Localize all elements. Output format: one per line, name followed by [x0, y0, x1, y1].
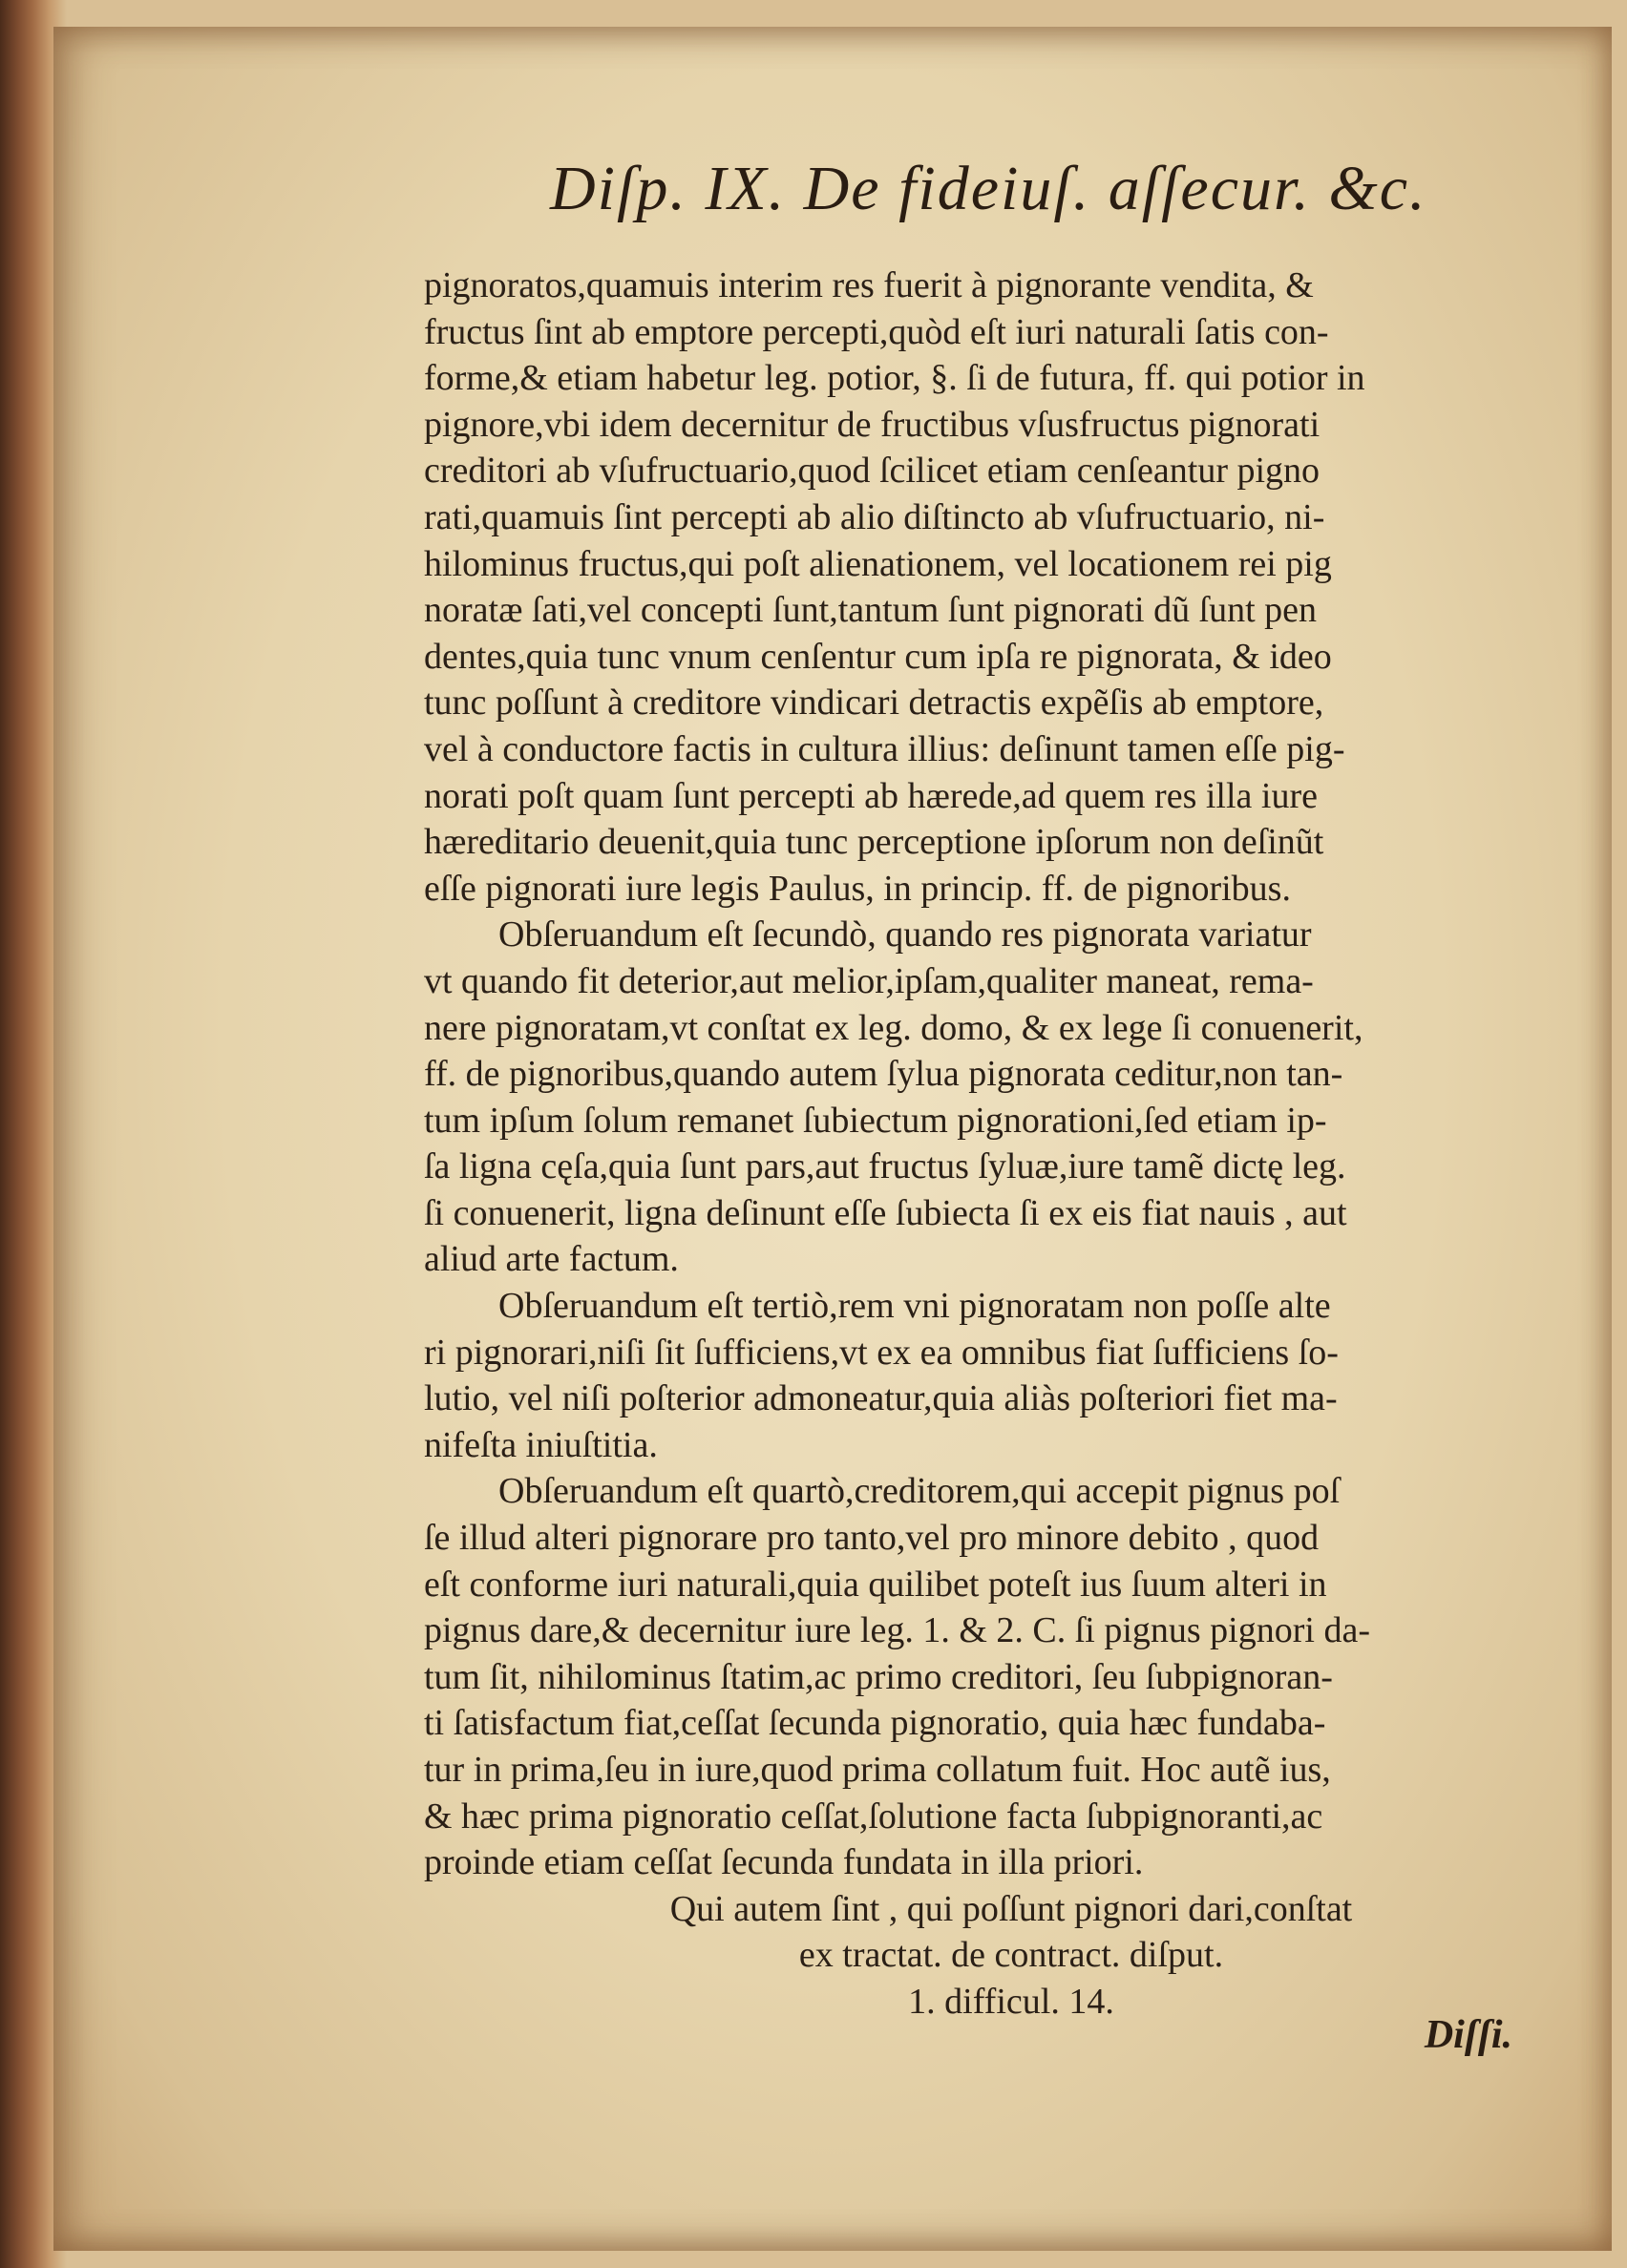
text-line: nifeſta iniuſtitia.: [424, 1424, 658, 1465]
body-text: [424, 262, 1598, 2026]
text-line: forme,& etiam habetur leg. potior, §. ſi de futura, ff. qui potior in: [424, 358, 1365, 399]
text-line: pignore,vbi idem decernitur de fructibus vſusfructus pignorati: [424, 404, 1321, 445]
text-line: fructus ſint ab emptore percepti,quòd eſt iuri naturali ſatis con-: [424, 311, 1329, 352]
text-line: 1. difficul. 14.: [908, 1981, 1114, 2022]
paragraph: [424, 912, 1598, 1283]
text-line: Qui autem ſint , qui poſſunt pignori dari,conſtat: [669, 1888, 1353, 1929]
text-line: & hæc prima pignoratio ceſſat,ſolutione facta ſubpignoranti,ac: [424, 1796, 1323, 1837]
text-line: vt quando fit deterior,aut melior,ipſam,qualiter maneat, rema-: [424, 960, 1314, 1001]
text-line: creditori ab vſufructuario,quod ſcilicet etiam cenſeantur pigno: [424, 451, 1321, 492]
text-line: hilominus fructus,qui poſt alienationem, vel locationem rei pig: [424, 543, 1332, 584]
text-line: ſe illud alteri pignorare pro tanto,vel pro minore debito , quod: [424, 1518, 1320, 1559]
text-line: ex tractat. de contract. diſput.: [798, 1935, 1224, 1976]
paragraph: [424, 1283, 1598, 1468]
text-line: pignus dare,& decernitur iure leg. 1. & 2. C. ſi pignus pignori da-: [424, 1610, 1370, 1651]
text-line: pignoratos,quamuis interim res fuerit à pignorante vendita, &: [424, 265, 1314, 305]
text-line: tum ſit, nihilominus ſtatim,ac primo creditori, ſeu ſubpignoran-: [424, 1656, 1333, 1697]
catchword: Diſſi.: [1424, 2013, 1512, 2057]
text-line: ſa ligna cęſa,quia ſunt pars,aut fructus ſyluæ,iure tamẽ dictę leg.: [424, 1146, 1346, 1187]
text-line: ſi conuenerit, ligna deſinunt eſſe ſubiecta ſi ex eis fiat nauis , aut: [424, 1192, 1347, 1233]
text-line: tum ipſum ſolum remanet ſubiectum pignorationi,ſed etiam ip-: [424, 1100, 1327, 1141]
text-line: norati poſt quam ſunt percepti ab hærede,ad quem res illa iure: [424, 775, 1318, 816]
text-line: tur in prima,ſeu in iure,quod prima collatum fuit. Hoc autẽ ius,: [424, 1750, 1331, 1790]
text-line: vel à conductore factis in cultura illius: deſinunt tamen eſſe pig-: [424, 728, 1345, 769]
text-line: ti ſatisfactum fiat,ceſſat ſecunda pignoratio, quia hæc fundaba-: [424, 1703, 1326, 1744]
text-line: Obſeruandum eſt tertiò,rem vni pignoratam non poſſe alte: [498, 1286, 1331, 1327]
text-line: noratæ ſati,vel concepti ſunt,tantum ſunt pignorati dũ ſunt pen: [424, 590, 1318, 631]
text-line: ff. de pignoribus,quando autem ſylua pignorata ceditur,non tan-: [424, 1054, 1343, 1095]
text-line: hæreditario deuenit,quia tunc perceptione ipſorum non deſinũt: [424, 822, 1324, 863]
text-line: tunc poſſunt à creditore vindicari detractis expẽſis ab emptore,: [424, 682, 1324, 724]
paragraph: [424, 262, 1598, 912]
page: [53, 27, 1612, 2251]
text-line: Obſeruandum eſt ſecundò, quando res pignorata variatur: [498, 914, 1312, 956]
running-header: Diſp. IX. De fideiuſ. aſſecur. &c.: [550, 154, 1427, 223]
text-line: eſſe pignorati iure legis Paulus, in princip. ff. de pignoribus.: [424, 868, 1291, 909]
text-line: Obſeruandum eſt quartò,creditorem,qui accepit pignus poſ: [498, 1471, 1341, 1512]
text-line: rati,quamuis ſint percepti ab alio diſtincto ab vſufructuario, ni-: [424, 496, 1325, 537]
paragraph: [424, 1468, 1598, 1885]
text-line: eſt conforme iuri naturali,quia quilibet poteſt ius ſuum alteri in: [424, 1564, 1327, 1605]
text-line: ri pignorari,niſi ſit ſufficiens,vt ex ea omnibus fiat ſufficiens ſo-: [424, 1332, 1339, 1373]
text-line: aliud arte factum.: [424, 1239, 679, 1280]
closing-paragraph: [424, 1886, 1598, 2026]
text-line: dentes,quia tunc vnum cenſentur cum ipſa re pignorata, & ideo: [424, 636, 1332, 677]
text-line: lutio, vel niſi poſterior admoneatur,quia aliàs poſteriori fiet ma-: [424, 1378, 1338, 1419]
text-line: nere pignoratam,vt conſtat ex leg. domo, & ex lege ſi conuenerit,: [424, 1007, 1363, 1048]
text-line: proinde etiam ceſſat ſecunda fundata in illa priori.: [424, 1842, 1144, 1883]
